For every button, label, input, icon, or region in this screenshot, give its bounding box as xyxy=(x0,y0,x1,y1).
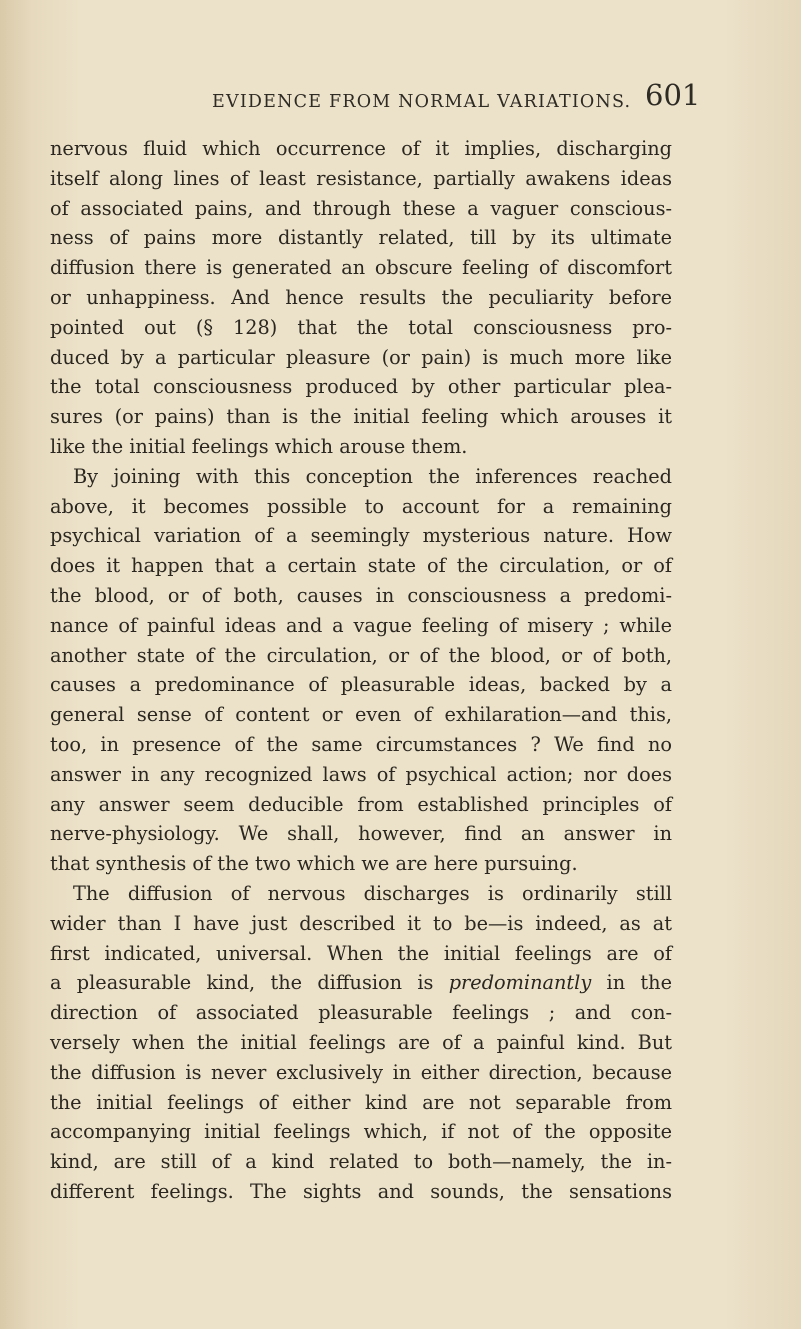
text-line: the initial feelings of either kind are not separable from xyxy=(50,1090,672,1114)
text-line: psychical variation of a seemingly mysterious nature. How xyxy=(50,524,672,548)
text-line: wider than I have just described it to be—is indeed, as at xyxy=(50,911,672,935)
text-segment: in the xyxy=(606,971,672,995)
text-line: nance of painful ideas and a vague feeling of misery ; while xyxy=(50,613,672,637)
text-line: the blood, or of both, causes in consciousness a predomi- xyxy=(50,583,672,607)
text-line-with-italic xyxy=(50,968,672,998)
text-line: pointed out (§ 128) that the total consciousness pro- xyxy=(50,315,672,339)
text-line: too, in presence of the same circumstances ? We find no xyxy=(50,732,672,756)
running-head: EVIDENCE FROM NORMAL VARIATIONS. xyxy=(212,92,632,112)
text-line: does it happen that a certain state of the circulation, or of xyxy=(50,554,672,578)
text-line: diffusion there is generated an obscure feeling of discomfort xyxy=(50,256,672,280)
text-line: of associated pains, and through these a vaguer conscious- xyxy=(50,196,672,220)
text-line: versely when the initial feelings are of a painful kind. But xyxy=(50,1030,672,1054)
text-line: above, it becomes possible to account for a remaining xyxy=(50,494,672,518)
page-number: 601 xyxy=(645,78,701,112)
text-line: answer in any recognized laws of psychical action; nor does xyxy=(50,762,672,786)
text-line: first indicated, universal. When the initial feelings are of xyxy=(50,941,672,965)
text-line: the diffusion is never exclusively in either direction, because xyxy=(50,1060,672,1084)
body-text xyxy=(50,134,672,1207)
text-line: causes a predominance of pleasurable ideas, backed by a xyxy=(50,673,672,697)
text-line: ness of pains more distantly related, till by its ultimate xyxy=(50,226,672,250)
text-line: itself along lines of least resistance, partially awakens ideas xyxy=(50,166,672,190)
text-line: like the initial feelings which arouse them. xyxy=(50,434,468,458)
text-line: the total consciousness produced by other particular plea- xyxy=(50,375,672,399)
text-segment: a pleasurable kind, the diffusion is xyxy=(50,971,434,995)
italic-word: predominantly xyxy=(448,971,592,995)
text-line: another state of the circulation, or of the blood, or of both, xyxy=(50,643,672,667)
text-line: nerve-physiology. We shall, however, find an answer in xyxy=(50,822,672,846)
text-line: general sense of content or even of exhilaration—and this, xyxy=(50,703,672,727)
text-line: that synthesis of the two which we are here pursuing. xyxy=(50,852,578,876)
text-line: sures (or pains) than is the initial feeling which arouses it xyxy=(50,405,672,429)
paragraph-start: By joining with this conception the inferences reached xyxy=(73,464,672,488)
text-line: direction of associated pleasurable feelings ; and con- xyxy=(50,1001,672,1025)
paragraph-start: The diffusion of nervous discharges is ordinarily still xyxy=(73,881,672,905)
text-line: kind, are still of a kind related to both—namely, the in- xyxy=(50,1150,672,1174)
text-line: nervous fluid which occurrence of it implies, discharging xyxy=(50,137,672,160)
text-line: duced by a particular pleasure (or pain) is much more like xyxy=(50,345,672,369)
text-line: any answer seem deducible from established principles of xyxy=(50,792,672,816)
text-line: or unhappiness. And hence results the peculiarity before xyxy=(50,285,672,309)
text-line: accompanying initial feelings which, if not of the opposite xyxy=(50,1120,672,1144)
text-line: different feelings. The sights and sounds, the sensations xyxy=(50,1179,672,1203)
